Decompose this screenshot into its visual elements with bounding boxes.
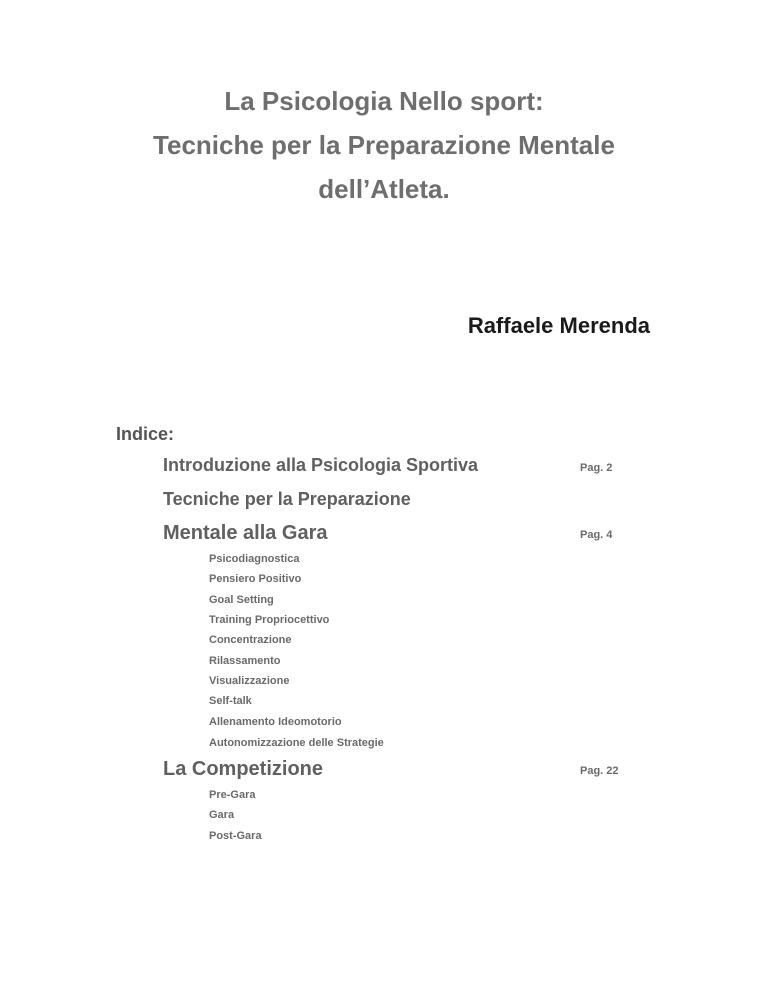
toc-page-introduzione: Pag. 2 xyxy=(580,462,613,474)
toc-subitem: Rilassamento xyxy=(209,655,281,667)
toc-subitem: Pre-Gara xyxy=(209,789,256,801)
toc-entry-introduzione: Introduzione alla Psicologia Sportiva xyxy=(163,455,479,475)
toc-subitem: Post-Gara xyxy=(209,830,262,842)
title-line-2: Tecniche per la Preparazione Mentale xyxy=(153,130,615,160)
toc-subitem: Visualizzazione xyxy=(209,675,290,687)
index-heading: Indice: xyxy=(116,424,175,444)
toc-page-tecniche: Pag. 4 xyxy=(580,529,613,541)
toc-subitem: Pensiero Positivo xyxy=(209,573,302,585)
toc-subitem: Gara xyxy=(209,809,235,821)
toc-subitem: Training Propriocettivo xyxy=(209,614,330,626)
title-line-1: La Psicologia Nello sport: xyxy=(224,86,544,116)
toc-entry-competizione: La Competizione xyxy=(163,758,324,780)
toc-subitem: Autonomizzazione delle Strategie xyxy=(209,737,384,749)
title-line-3: dell’Atleta. xyxy=(318,174,450,204)
toc-page-competizione: Pag. 22 xyxy=(580,765,619,777)
toc-entry-tecniche-line-2: Mentale alla Gara xyxy=(163,522,328,544)
toc-subitem: Self-talk xyxy=(209,695,252,707)
toc-subitem: Concentrazione xyxy=(209,634,292,646)
toc-entry-tecniche-line-1: Tecniche per la Preparazione xyxy=(163,489,411,509)
toc-subitem: Psicodiagnostica xyxy=(209,553,300,565)
toc-subitem: Allenamento Ideomotorio xyxy=(209,716,342,728)
toc-subitem: Goal Setting xyxy=(209,594,274,606)
author-name: Raffaele Merenda xyxy=(467,313,650,338)
